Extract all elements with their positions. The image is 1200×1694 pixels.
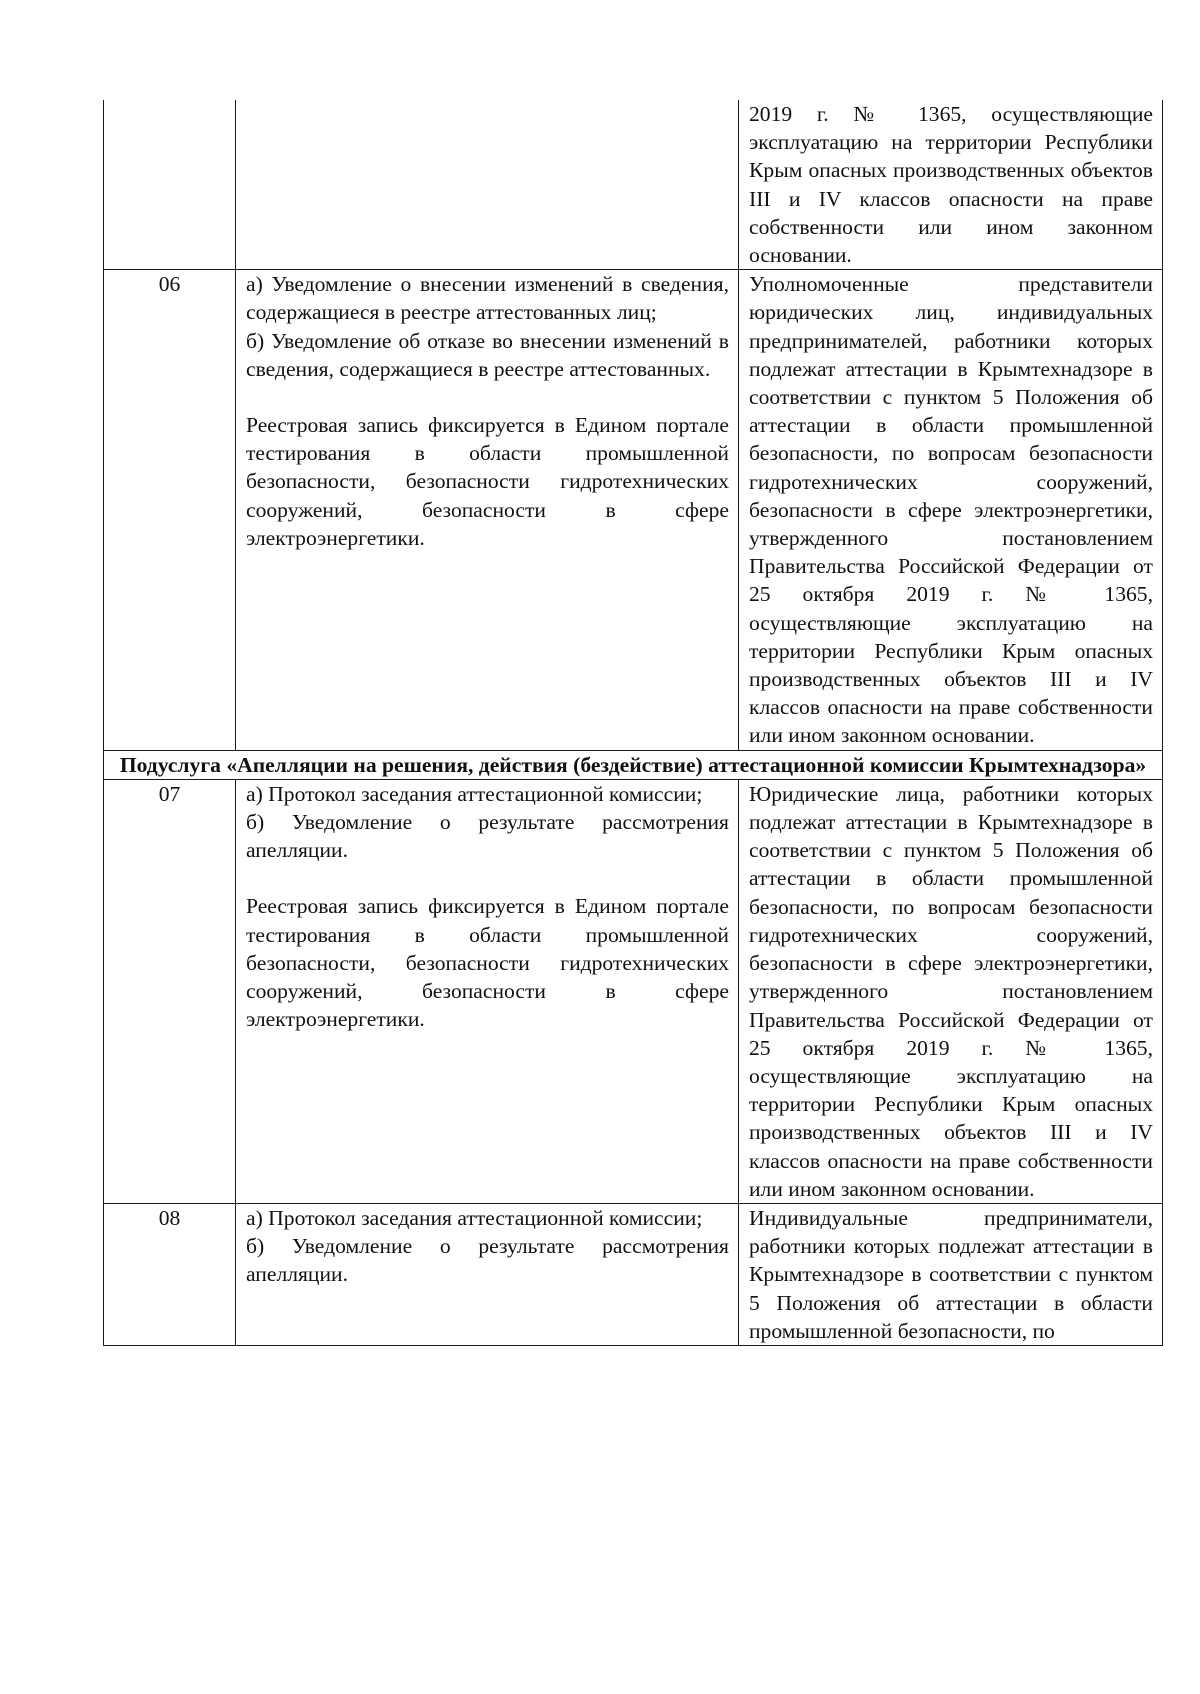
table-row — [104, 1203, 1163, 1345]
result-documents-cell — [236, 100, 739, 270]
document-item: а) Протокол заседания аттестационной комиссии; — [246, 1205, 703, 1230]
document-item: б) Уведомление об отказе во внесении изменений в сведения, содержащиеся в реестре аттестованных. — [246, 328, 729, 381]
table-row — [104, 779, 1163, 1203]
registry-note: Реестровая запись фиксируется в Едином портале тестирования в области промышленной безопасности, безопасности гидротехнических сооружений, безопасности в сфере электроэнергетики. — [246, 413, 729, 550]
section-title: Подуслуга «Апелляции на решения, действия (бездействие) аттестационной комиссии Крымтехнадзора» — [104, 750, 1163, 779]
result-documents-cell — [236, 779, 739, 1203]
registry-note: Реестровая запись фиксируется в Едином портале тестирования в области промышленной безопасности, безопасности гидротехнических сооружений, безопасности в сфере электроэнергетики. — [246, 894, 729, 1032]
result-documents-cell — [236, 270, 739, 750]
applicants-cell: Индивидуальные предприниматели, работники которых подлежат аттестации в Крымтехнадзоре в соответствии с пунктом 5 Положения об аттестации в области промышленной безопасности, по — [739, 1203, 1163, 1345]
document-item: б) Уведомление о результате рассмотрения апелляции. — [246, 810, 729, 863]
services-table — [103, 100, 1163, 1346]
row-number-cell: 06 — [104, 270, 236, 750]
applicants-cell: 2019 г. № 1365, осуществляющие эксплуатацию на территории Республики Крым опасных производственных объектов III и IV классов опасности на праве собственности или ином законном основании. — [739, 100, 1163, 270]
table-row — [104, 100, 1163, 270]
document-item: б) Уведомление о результате рассмотрения апелляции. — [246, 1234, 729, 1287]
applicants-cell: Уполномоченные представители юридических лиц, индивидуальных предпринимателей, работники которых подлежат аттестации в Крымтехнадзоре в соответствии с пунктом 5 Положения об аттестации в области промышленной безопасности, по вопросам безопасности гидротехнических сооружений, безопасности в сфере электроэнергетики, утвержденного постановлением Правительства Российской Федерации от 25 октября 2019 г. № 1365, осуществляющие эксплуатацию на территории Республики Крым опасных производственных объектов III и IV классов опасности на праве собственности или ином законном основании. — [739, 270, 1163, 750]
result-documents-cell — [236, 1203, 739, 1345]
table-row — [104, 270, 1163, 750]
row-number-cell — [104, 100, 236, 270]
row-number-cell: 08 — [104, 1203, 236, 1345]
section-header-row — [104, 750, 1163, 779]
applicants-cell: Юридические лица, работники которых подлежат аттестации в Крымтехнадзоре в соответствии с пунктом 5 Положения об аттестации в области промышленной безопасности, по вопросам безопасности гидротехнических сооружений, безопасности в сфере электроэнергетики, утвержденного постановлением Правительства Российской Федерации от 25 октября 2019 г. № 1365, осуществляющие эксплуатацию на территории Республики Крым опасных производственных объектов III и IV классов опасности на праве собственности или ином законном основании. — [739, 779, 1163, 1203]
document-item: а) Протокол заседания аттестационной комиссии; — [246, 781, 703, 806]
row-number-cell: 07 — [104, 779, 236, 1203]
document-item: а) Уведомление о внесении изменений в сведения, содержащиеся в реестре аттестованных лиц; — [246, 272, 729, 325]
